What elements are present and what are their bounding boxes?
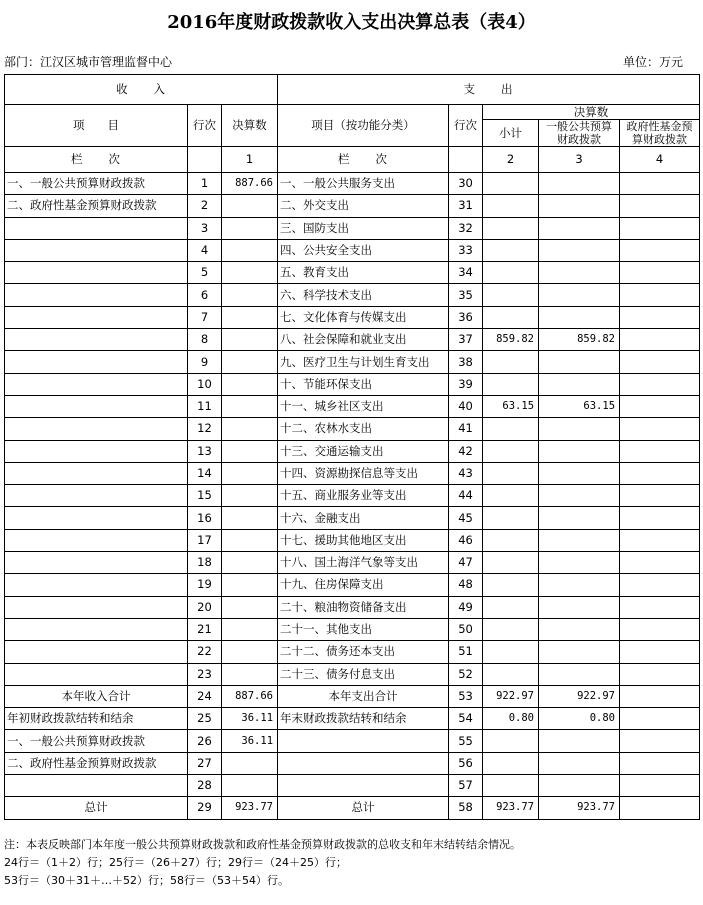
subtotal-cell: 859.82	[483, 329, 539, 351]
expense-item-cell: 二十二、债务还本支出	[278, 641, 449, 663]
expense-item-cell: 五、教育支出	[278, 262, 449, 284]
table-row	[5, 217, 700, 239]
income-line-cell: 9	[188, 351, 222, 373]
expense-item-cell: 一、一般公共服务支出	[278, 173, 449, 195]
column-label-2: 栏 次	[278, 147, 449, 173]
expense-item-cell: 十六、金融支出	[278, 507, 449, 529]
table-row	[5, 329, 700, 351]
subtotal-cell	[483, 485, 539, 507]
income-amount-cell	[222, 663, 278, 685]
income-line-cell: 5	[188, 262, 222, 284]
income-amount-cell	[222, 574, 278, 596]
income-line-cell: 25	[188, 708, 222, 730]
expense-item-cell	[278, 752, 449, 774]
table-row	[5, 195, 700, 217]
expense-line-cell: 32	[449, 217, 483, 239]
general-budget-cell	[539, 239, 620, 261]
income-line-cell: 3	[188, 217, 222, 239]
subtotal-header: 小计	[483, 120, 539, 147]
income-item-header: 项 目	[5, 105, 188, 147]
subtotal-cell	[483, 752, 539, 774]
income-item-cell	[5, 262, 188, 284]
table-row	[5, 507, 700, 529]
column-label-blank-2	[449, 147, 483, 173]
gov-fund-cell	[620, 485, 700, 507]
income-item-cell	[5, 239, 188, 261]
table-row	[5, 552, 700, 574]
general-budget-cell: 63.15	[539, 395, 620, 417]
expense-line-cell: 56	[449, 752, 483, 774]
expense-item-cell: 十、节能环保支出	[278, 373, 449, 395]
expense-item-cell: 九、医疗卫生与计划生育支出	[278, 351, 449, 373]
expense-item-cell: 十一、城乡社区支出	[278, 395, 449, 417]
expense-item-cell: 二、外交支出	[278, 195, 449, 217]
expense-item-cell	[278, 730, 449, 752]
income-line-cell: 1	[188, 173, 222, 195]
general-budget-cell	[539, 418, 620, 440]
expense-line-cell: 35	[449, 284, 483, 306]
expense-line-cell: 49	[449, 596, 483, 618]
gov-fund-cell	[620, 663, 700, 685]
income-line-cell: 8	[188, 329, 222, 351]
general-budget-cell	[539, 195, 620, 217]
income-amount-header: 决算数	[222, 105, 278, 147]
final-accounts-header: 决算数	[483, 105, 700, 120]
expense-line-cell: 31	[449, 195, 483, 217]
income-amount-cell: 36.11	[222, 730, 278, 752]
table-row	[5, 529, 700, 551]
income-header: 收 入	[5, 75, 278, 105]
expense-item-cell: 十四、资源勘探信息等支出	[278, 462, 449, 484]
subtotal-cell	[483, 730, 539, 752]
column-number-3: 3	[539, 147, 620, 173]
gov-fund-cell	[620, 529, 700, 551]
gov-fund-cell	[620, 284, 700, 306]
gov-fund-cell	[620, 173, 700, 195]
table-row	[5, 752, 700, 774]
expense-line-cell: 33	[449, 239, 483, 261]
expense-line-cell: 41	[449, 418, 483, 440]
expense-line-cell: 46	[449, 529, 483, 551]
income-amount-cell	[222, 329, 278, 351]
income-line-cell: 21	[188, 618, 222, 640]
income-amount-cell	[222, 552, 278, 574]
income-item-cell	[5, 306, 188, 328]
gov-fund-cell	[620, 239, 700, 261]
subtotal-cell	[483, 663, 539, 685]
subtotal-cell	[483, 618, 539, 640]
income-item-cell	[5, 507, 188, 529]
table-row	[5, 708, 700, 730]
expense-line-header: 行次	[449, 105, 483, 147]
subtotal-cell	[483, 529, 539, 551]
table-row	[5, 485, 700, 507]
table-row	[5, 797, 700, 819]
table-row	[5, 775, 700, 797]
gov-fund-cell	[620, 775, 700, 797]
general-budget-cell	[539, 507, 620, 529]
expense-item-cell: 二十三、债务付息支出	[278, 663, 449, 685]
income-item-cell: 一、一般公共预算财政拨款	[5, 173, 188, 195]
general-budget-cell	[539, 730, 620, 752]
expense-line-cell: 38	[449, 351, 483, 373]
gov-fund-cell	[620, 373, 700, 395]
income-line-cell: 23	[188, 663, 222, 685]
income-line-cell: 18	[188, 552, 222, 574]
gov-fund-cell	[620, 552, 700, 574]
expense-item-cell: 十七、援助其他地区支出	[278, 529, 449, 551]
income-item-cell	[5, 574, 188, 596]
gov-fund-cell	[620, 329, 700, 351]
expense-line-cell: 30	[449, 173, 483, 195]
general-budget-cell	[539, 552, 620, 574]
table-row	[5, 730, 700, 752]
table-row	[5, 373, 700, 395]
general-budget-cell	[539, 217, 620, 239]
income-line-cell: 22	[188, 641, 222, 663]
income-item-cell: 二、政府性基金预算财政拨款	[5, 752, 188, 774]
general-budget-cell: 922.97	[539, 685, 620, 707]
general-budget-cell	[539, 284, 620, 306]
report-title: 2016年度财政拨款收入支出决算总表（表4）	[167, 12, 536, 33]
expense-line-cell: 40	[449, 395, 483, 417]
income-amount-cell: 887.66	[222, 685, 278, 707]
income-item-cell: 年初财政拨款结转和结余	[5, 708, 188, 730]
general-budget-cell	[539, 618, 620, 640]
income-item-cell: 二、政府性基金预算财政拨款	[5, 195, 188, 217]
subtotal-cell	[483, 440, 539, 462]
expense-item-cell	[278, 775, 449, 797]
income-line-cell: 24	[188, 685, 222, 707]
table-row	[5, 440, 700, 462]
table-row	[5, 395, 700, 417]
income-item-cell	[5, 351, 188, 373]
subtotal-cell	[483, 641, 539, 663]
income-amount-cell	[222, 462, 278, 484]
income-item-cell	[5, 284, 188, 306]
gov-fund-cell	[620, 574, 700, 596]
income-line-cell: 15	[188, 485, 222, 507]
subtotal-cell	[483, 262, 539, 284]
expense-item-header: 项目（按功能分类）	[278, 105, 449, 147]
general-budget-cell	[539, 529, 620, 551]
note-line-2: 24行＝（1＋2）行；25行＝（26＋27）行；29行＝（24＋25）行；	[4, 856, 347, 869]
general-budget-cell	[539, 775, 620, 797]
general-budget-cell	[539, 351, 620, 373]
income-line-cell: 11	[188, 395, 222, 417]
expense-item-cell: 年末财政拨款结转和结余	[278, 708, 449, 730]
income-item-cell: 总计	[5, 797, 188, 819]
gov-fund-cell	[620, 262, 700, 284]
income-item-cell	[5, 663, 188, 685]
income-amount-cell	[222, 507, 278, 529]
expense-item-cell: 三、国防支出	[278, 217, 449, 239]
income-item-cell	[5, 529, 188, 551]
expense-item-cell: 十九、住房保障支出	[278, 574, 449, 596]
expense-item-cell: 八、社会保障和就业支出	[278, 329, 449, 351]
unit-label: 单位：万元	[622, 55, 683, 69]
expense-line-cell: 36	[449, 306, 483, 328]
expense-line-cell: 54	[449, 708, 483, 730]
expense-line-cell: 51	[449, 641, 483, 663]
gov-fund-cell	[620, 618, 700, 640]
table-row	[5, 173, 700, 195]
expense-item-cell: 六、科学技术支出	[278, 284, 449, 306]
income-line-cell: 17	[188, 529, 222, 551]
income-amount-cell	[222, 306, 278, 328]
gov-fund-cell	[620, 641, 700, 663]
column-label: 栏 次	[5, 147, 188, 173]
gov-fund-cell	[620, 730, 700, 752]
general-budget-cell	[539, 173, 620, 195]
gov-fund-cell	[620, 507, 700, 529]
expense-line-cell: 34	[449, 262, 483, 284]
income-line-cell: 12	[188, 418, 222, 440]
income-item-cell	[5, 552, 188, 574]
income-amount-cell	[222, 618, 278, 640]
income-item-cell: 一、一般公共预算财政拨款	[5, 730, 188, 752]
expense-line-cell: 45	[449, 507, 483, 529]
income-item-cell	[5, 485, 188, 507]
income-amount-cell	[222, 529, 278, 551]
subtotal-cell	[483, 195, 539, 217]
subtotal-cell	[483, 373, 539, 395]
income-line-header: 行次	[188, 105, 222, 147]
column-number-1: 1	[222, 147, 278, 173]
expense-item-cell: 十五、商业服务业等支出	[278, 485, 449, 507]
income-item-cell: 本年收入合计	[5, 685, 188, 707]
table-row	[5, 618, 700, 640]
income-line-cell: 20	[188, 596, 222, 618]
income-item-cell	[5, 440, 188, 462]
general-budget-cell	[539, 440, 620, 462]
income-amount-cell	[222, 239, 278, 261]
general-budget-cell	[539, 262, 620, 284]
income-amount-cell	[222, 485, 278, 507]
expense-line-cell: 43	[449, 462, 483, 484]
expense-line-cell: 47	[449, 552, 483, 574]
table-row	[5, 418, 700, 440]
income-amount-cell: 923.77	[222, 797, 278, 819]
expense-line-cell: 53	[449, 685, 483, 707]
column-number-4: 4	[620, 147, 700, 173]
income-line-cell: 26	[188, 730, 222, 752]
income-amount-cell	[222, 217, 278, 239]
subtotal-cell	[483, 306, 539, 328]
budget-table	[4, 74, 700, 820]
gov-fund-header: 政府性基金预算财政拨款	[620, 120, 700, 147]
subtotal-cell: 923.77	[483, 797, 539, 819]
income-line-cell: 28	[188, 775, 222, 797]
expense-item-cell: 本年支出合计	[278, 685, 449, 707]
expense-line-cell: 48	[449, 574, 483, 596]
gov-fund-cell	[620, 797, 700, 819]
table-row	[5, 239, 700, 261]
subtotal-cell	[483, 284, 539, 306]
income-amount-cell: 887.66	[222, 173, 278, 195]
gov-fund-cell	[620, 195, 700, 217]
expense-line-cell: 50	[449, 618, 483, 640]
subtotal-cell	[483, 173, 539, 195]
income-line-cell: 7	[188, 306, 222, 328]
income-item-cell	[5, 618, 188, 640]
general-budget-cell	[539, 663, 620, 685]
income-amount-cell	[222, 284, 278, 306]
gov-fund-cell	[620, 752, 700, 774]
general-budget-cell	[539, 574, 620, 596]
income-item-cell	[5, 395, 188, 417]
income-item-cell	[5, 462, 188, 484]
income-item-cell	[5, 217, 188, 239]
expense-line-cell: 52	[449, 663, 483, 685]
gov-fund-cell	[620, 440, 700, 462]
income-line-cell: 4	[188, 239, 222, 261]
expense-item-cell: 十二、农林水支出	[278, 418, 449, 440]
gov-fund-cell	[620, 462, 700, 484]
income-item-cell	[5, 641, 188, 663]
general-budget-cell: 859.82	[539, 329, 620, 351]
income-line-cell: 19	[188, 574, 222, 596]
expense-item-cell: 二十、粮油物资储备支出	[278, 596, 449, 618]
income-item-cell	[5, 775, 188, 797]
table-row	[5, 306, 700, 328]
income-amount-cell	[222, 395, 278, 417]
general-budget-cell	[539, 596, 620, 618]
table-row	[5, 284, 700, 306]
general-budget-cell: 923.77	[539, 797, 620, 819]
expense-line-cell: 57	[449, 775, 483, 797]
income-amount-cell	[222, 262, 278, 284]
income-line-cell: 6	[188, 284, 222, 306]
table-row	[5, 641, 700, 663]
general-budget-cell	[539, 485, 620, 507]
expense-item-cell: 七、文化体育与传媒支出	[278, 306, 449, 328]
income-line-cell: 16	[188, 507, 222, 529]
gov-fund-cell	[620, 306, 700, 328]
table-row	[5, 596, 700, 618]
table-row	[5, 351, 700, 373]
department-label: 部门：江汉区城市管理监督中心	[4, 55, 173, 69]
general-budget-cell: 0.80	[539, 708, 620, 730]
income-item-cell	[5, 329, 188, 351]
table-row	[5, 685, 700, 707]
expense-item-cell: 二十一、其他支出	[278, 618, 449, 640]
subtotal-cell	[483, 462, 539, 484]
income-amount-cell	[222, 373, 278, 395]
general-budget-cell	[539, 462, 620, 484]
table-row	[5, 663, 700, 685]
income-line-cell: 10	[188, 373, 222, 395]
income-amount-cell	[222, 418, 278, 440]
table-row	[5, 574, 700, 596]
subtotal-cell	[483, 351, 539, 373]
subtotal-cell	[483, 239, 539, 261]
gov-fund-cell	[620, 217, 700, 239]
subtotal-cell	[483, 596, 539, 618]
gov-fund-cell	[620, 708, 700, 730]
income-line-cell: 29	[188, 797, 222, 819]
subtotal-cell	[483, 552, 539, 574]
expense-item-cell: 总计	[278, 797, 449, 819]
table-row	[5, 262, 700, 284]
income-line-cell: 14	[188, 462, 222, 484]
income-item-cell	[5, 596, 188, 618]
gov-fund-cell	[620, 395, 700, 417]
subtotal-cell	[483, 217, 539, 239]
subtotal-cell	[483, 775, 539, 797]
income-amount-cell	[222, 641, 278, 663]
income-amount-cell	[222, 775, 278, 797]
income-item-cell	[5, 418, 188, 440]
gov-fund-cell	[620, 596, 700, 618]
general-budget-cell	[539, 373, 620, 395]
table-row	[5, 462, 700, 484]
income-amount-cell	[222, 440, 278, 462]
expense-item-cell: 十八、国土海洋气象等支出	[278, 552, 449, 574]
expense-header: 支 出	[278, 75, 700, 105]
expense-line-cell: 39	[449, 373, 483, 395]
expense-item-cell: 十三、交通运输支出	[278, 440, 449, 462]
note-line-3: 53行＝（30＋31＋…＋52）行；58行＝（53＋54）行。	[4, 874, 289, 887]
subtotal-cell: 0.80	[483, 708, 539, 730]
gov-fund-cell	[620, 351, 700, 373]
income-amount-cell	[222, 752, 278, 774]
general-budget-cell	[539, 306, 620, 328]
income-amount-cell	[222, 351, 278, 373]
gov-fund-cell	[620, 685, 700, 707]
general-budget-header: 一般公共预算财政拨款	[539, 120, 620, 147]
income-line-cell: 27	[188, 752, 222, 774]
note-line-1: 注：本表反映部门本年度一般公共预算财政拨款和政府性基金预算财政拨款的总收支和年末结转结余情况。	[4, 838, 521, 851]
income-line-cell: 13	[188, 440, 222, 462]
subtotal-cell	[483, 574, 539, 596]
expense-line-cell: 55	[449, 730, 483, 752]
gov-fund-cell	[620, 418, 700, 440]
income-amount-cell	[222, 195, 278, 217]
income-item-cell	[5, 373, 188, 395]
expense-line-cell: 44	[449, 485, 483, 507]
subtotal-cell: 922.97	[483, 685, 539, 707]
income-line-cell: 2	[188, 195, 222, 217]
subtotal-cell: 63.15	[483, 395, 539, 417]
subtotal-cell	[483, 507, 539, 529]
expense-line-cell: 42	[449, 440, 483, 462]
income-amount-cell: 36.11	[222, 708, 278, 730]
column-label-blank	[188, 147, 222, 173]
expense-line-cell: 58	[449, 797, 483, 819]
expense-line-cell: 37	[449, 329, 483, 351]
general-budget-cell	[539, 752, 620, 774]
expense-item-cell: 四、公共安全支出	[278, 239, 449, 261]
general-budget-cell	[539, 641, 620, 663]
column-number-2: 2	[483, 147, 539, 173]
income-amount-cell	[222, 596, 278, 618]
subtotal-cell	[483, 418, 539, 440]
